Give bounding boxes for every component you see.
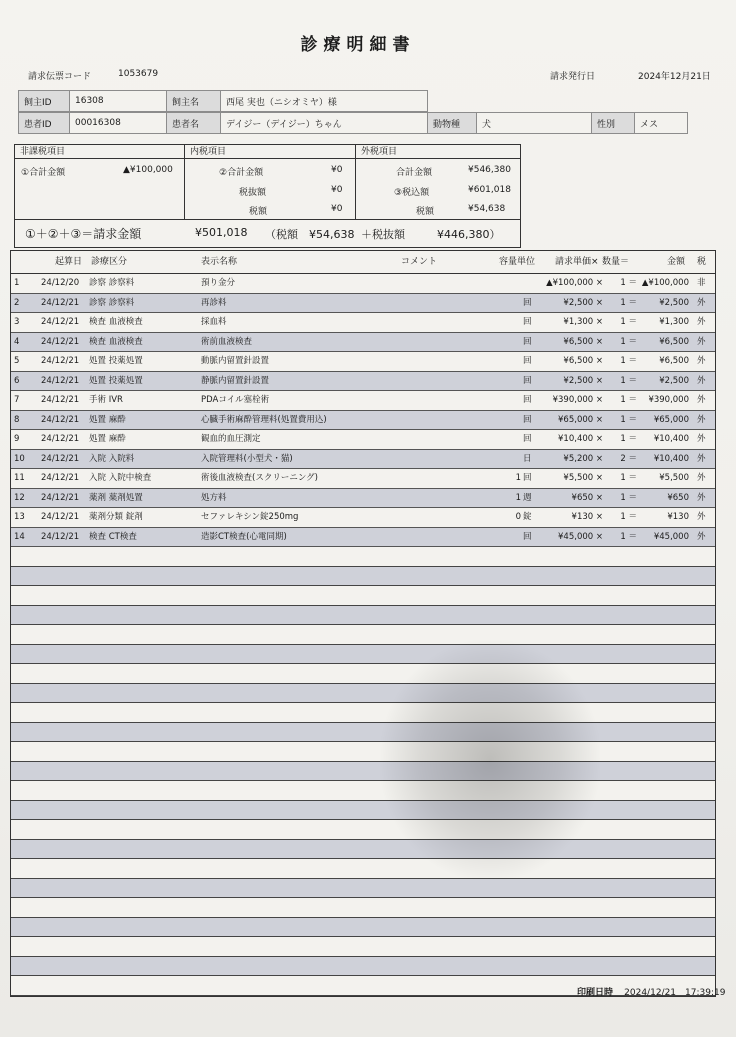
cell-unit: 錠	[523, 512, 532, 522]
print-timestamp	[577, 985, 725, 998]
cell-no: 3	[14, 317, 20, 327]
cell-qty: 1 ＝	[620, 278, 637, 288]
cell-tax: 外	[697, 434, 706, 444]
cell-unit: 日	[523, 453, 532, 464]
document-title: 診療明細書	[300, 35, 416, 55]
outtax-section	[356, 145, 520, 219]
cell-amount: ¥65,000	[653, 414, 689, 425]
outtax-total-label: 合計金額	[396, 168, 433, 178]
cell-date: 24/12/21	[41, 356, 80, 366]
cell-price: ¥130 ×	[571, 512, 603, 522]
cell-cap	[501, 372, 521, 391]
cell-qty: 1 ＝	[620, 492, 637, 503]
cell-cap	[501, 430, 521, 449]
cell-tax: 外	[697, 336, 706, 347]
cell-price: ¥10,400 ×	[558, 434, 603, 444]
cell-cat: 入院 入院中検査	[89, 473, 152, 483]
empty-row	[11, 742, 715, 762]
header-date: 起算日	[55, 257, 83, 267]
cell-cap	[501, 294, 521, 313]
cell-date: 24/12/21	[41, 336, 80, 347]
formula-label: ①＋②＋③＝請求金額	[25, 227, 142, 241]
cell-unit: 回	[523, 434, 532, 444]
outtax-head: 外税項目	[356, 145, 520, 159]
cell-name: 処方料	[201, 492, 227, 503]
cell-date: 24/12/21	[41, 414, 80, 425]
cell-price: ¥6,500 ×	[563, 356, 603, 366]
outtax-total: ¥546,380	[468, 165, 511, 175]
empty-row	[11, 820, 715, 840]
empty-row	[11, 664, 715, 684]
empty-row	[11, 957, 715, 977]
patient-info	[18, 112, 688, 134]
species: 犬	[477, 113, 592, 134]
cell-price: ¥45,000 ×	[558, 531, 603, 542]
cell-qty: 1 ＝	[620, 317, 637, 327]
outtax-tax-label: 税額	[416, 207, 435, 217]
sex: メス	[635, 113, 688, 134]
cell-date: 24/12/21	[41, 512, 80, 522]
cell-qty: 1 ＝	[620, 512, 637, 522]
empty-row	[11, 567, 715, 587]
table-row	[11, 372, 715, 392]
owner-id: 16308	[70, 91, 167, 112]
cell-qty: 1 ＝	[620, 356, 637, 366]
intax-ex-label: 税抜額	[239, 188, 267, 198]
cell-qty: 1 ＝	[620, 375, 637, 386]
outtax-inc-label: ③税込額	[394, 188, 430, 198]
cell-tax: 非	[697, 278, 706, 288]
intax-total-label: ②合計金額	[219, 168, 264, 178]
nontax-head: 非課税項目	[15, 145, 184, 159]
cell-cap: 1	[515, 492, 521, 503]
cell-tax: 外	[697, 395, 706, 405]
cell-name: 動脈内留置針設置	[201, 356, 270, 366]
formula-tax: （税額 ¥54,638	[265, 228, 355, 241]
empty-row	[11, 625, 715, 645]
cell-tax: 外	[697, 512, 706, 522]
header-unit: 容量単位	[499, 257, 536, 267]
cell-no: 7	[14, 395, 20, 405]
cell-no: 11	[14, 473, 25, 483]
cell-tax: 外	[697, 531, 706, 542]
patient-name-label: 患者名	[167, 113, 221, 134]
tax-summary	[14, 144, 521, 248]
cell-tax: 外	[697, 317, 706, 327]
cell-cat: 検査 血液検査	[89, 336, 143, 347]
species-label: 動物種	[428, 113, 477, 134]
cell-unit: 週	[523, 492, 532, 503]
cell-cat: 検査 血液検査	[89, 317, 143, 327]
cell-cap	[501, 391, 521, 410]
cell-amount: ¥10,400	[653, 434, 689, 444]
table-row	[11, 430, 715, 450]
table-row	[11, 294, 715, 314]
cell-tax: 外	[697, 356, 706, 366]
cell-date: 24/12/21	[41, 453, 80, 464]
cell-name: 観血的血圧測定	[201, 434, 261, 444]
header-qty: 数量＝	[602, 257, 630, 267]
cell-qty: 1 ＝	[620, 297, 637, 308]
cell-date: 24/12/21	[41, 531, 80, 542]
owner-name-label: 飼主名	[167, 91, 221, 112]
cell-name: セファレキシン錠250mg	[201, 512, 299, 522]
cell-date: 24/12/20	[41, 278, 80, 288]
cell-date: 24/12/21	[41, 434, 80, 444]
empty-row	[11, 937, 715, 957]
cell-amount: ▲¥100,000	[641, 278, 689, 288]
cell-no: 8	[14, 414, 20, 425]
table-header	[11, 251, 715, 274]
nontax-total: ▲¥100,000	[123, 165, 173, 175]
cell-unit: 回	[523, 531, 532, 542]
nontax-section	[15, 145, 185, 219]
cell-tax: 外	[697, 375, 706, 386]
nontax-total-label: ①合計金額	[21, 168, 66, 178]
cell-no: 6	[14, 375, 20, 386]
table-row	[11, 450, 715, 470]
formula-ex-label: ＋税抜額	[361, 228, 405, 241]
intax-head: 内税項目	[185, 145, 355, 159]
cell-qty: 1 ＝	[620, 531, 637, 542]
table-row	[11, 391, 715, 411]
cell-cat: 処置 麻酔	[89, 434, 126, 444]
cell-name: 術前血液検査	[201, 336, 253, 347]
issue-date-label: 請求発行日	[550, 72, 596, 82]
cell-no: 12	[14, 492, 25, 503]
cell-amount: ¥5,500	[659, 473, 689, 483]
cell-no: 13	[14, 512, 25, 522]
cell-amount: ¥2,500	[659, 375, 689, 386]
printed-label: 印刷日時	[577, 988, 614, 998]
cell-amount: ¥650	[667, 492, 689, 503]
cell-tax: 外	[697, 297, 706, 308]
outtax-inc: ¥601,018	[468, 185, 511, 195]
table-body	[11, 274, 715, 996]
printed-value: 2024/12/21 17:39:19	[624, 988, 726, 998]
table-row	[11, 528, 715, 548]
cell-date: 24/12/21	[41, 375, 80, 386]
cell-qty: 2 ＝	[620, 453, 637, 464]
cell-price: ¥2,500 ×	[563, 297, 603, 308]
sex-label: 性別	[592, 113, 635, 134]
cell-tax: 外	[697, 492, 706, 503]
cell-qty: 1 ＝	[620, 395, 637, 405]
empty-row	[11, 645, 715, 665]
cell-cat: 手術 IVR	[89, 395, 123, 405]
cell-cap	[501, 450, 521, 469]
cell-cap	[501, 313, 521, 332]
cell-amount: ¥6,500	[659, 356, 689, 366]
patient-id: 00016308	[70, 113, 167, 134]
cell-cat: 薬剤分類 錠剤	[89, 512, 143, 522]
cell-cat: 処置 投薬処置	[89, 356, 143, 366]
cell-unit: 回	[523, 375, 532, 386]
formula-ex: ¥446,380）	[437, 228, 501, 241]
cell-price: ¥2,500 ×	[563, 375, 603, 386]
owner-info	[18, 90, 428, 112]
table-row	[11, 411, 715, 431]
cell-cat: 入院 入院料	[89, 453, 135, 464]
table-row	[11, 469, 715, 489]
cell-cap: 1	[515, 473, 521, 483]
cell-cat: 処置 麻酔	[89, 414, 126, 425]
empty-row	[11, 586, 715, 606]
empty-row	[11, 801, 715, 821]
intax-section	[185, 145, 356, 219]
cell-price: ¥65,000 ×	[558, 414, 603, 425]
cell-tax: 外	[697, 473, 706, 483]
intax-tax-label: 税額	[249, 207, 268, 217]
cell-cat: 検査 CT検査	[89, 531, 137, 542]
detail-table	[10, 250, 716, 997]
cell-unit: 回	[523, 414, 532, 425]
owner-name: 西尾 実也（ニシオミヤ）様	[221, 91, 428, 112]
cell-price: ¥6,500 ×	[563, 336, 603, 347]
empty-row	[11, 684, 715, 704]
cell-no: 1	[14, 278, 20, 288]
cell-cap	[501, 528, 521, 547]
patient-name: デイジー（デイジー）ちゃん	[221, 113, 428, 134]
table-row	[11, 333, 715, 353]
issue-date: 2024年12月21日	[638, 72, 711, 82]
cell-name: 預り金分	[201, 278, 236, 288]
cell-date: 24/12/21	[41, 317, 80, 327]
cell-amount: ¥1,300	[659, 317, 689, 327]
header-tax: 税	[697, 257, 707, 267]
intax-ex: ¥0	[331, 185, 343, 195]
cell-price: ¥650 ×	[571, 492, 603, 503]
table-row	[11, 352, 715, 372]
empty-row	[11, 723, 715, 743]
header-amount: 金額	[667, 257, 686, 267]
empty-row	[11, 840, 715, 860]
table-row	[11, 313, 715, 333]
cell-price: ¥5,500 ×	[563, 473, 603, 483]
cell-name: PDAコイル塞栓術	[201, 395, 270, 405]
cell-unit: 回	[523, 395, 532, 405]
cell-unit: 回	[523, 297, 532, 308]
cell-amount: ¥130	[667, 512, 689, 522]
cell-amount: ¥10,400	[653, 453, 689, 464]
cell-cat: 薬剤 薬剤処置	[89, 492, 143, 503]
cell-name: 採血料	[201, 317, 227, 327]
formula-total: ¥501,018	[195, 226, 248, 239]
empty-row	[11, 547, 715, 567]
cell-unit: 回	[523, 336, 532, 347]
cell-unit: 回	[523, 356, 532, 366]
empty-row	[11, 898, 715, 918]
header-name: 表示名称	[201, 257, 238, 267]
cell-unit: 回	[523, 473, 532, 483]
outtax-tax: ¥54,638	[468, 204, 506, 214]
header-comment: コメント	[401, 257, 438, 267]
cell-name: 入院管理料(小型犬・猫)	[201, 453, 293, 464]
cell-cap: 0	[515, 512, 521, 522]
table-row	[11, 508, 715, 528]
cell-tax: 外	[697, 414, 706, 425]
cell-cap	[501, 274, 521, 293]
cell-qty: 1 ＝	[620, 434, 637, 444]
cell-amount: ¥6,500	[659, 336, 689, 347]
intax-tax: ¥0	[331, 204, 343, 214]
owner-id-label: 飼主ID	[19, 91, 70, 112]
cell-date: 24/12/21	[41, 492, 80, 503]
cell-price: ▲¥100,000 ×	[546, 278, 603, 288]
cell-price: ¥390,000 ×	[552, 395, 603, 405]
cell-no: 4	[14, 336, 20, 347]
cell-no: 14	[14, 531, 25, 542]
header-price: 請求単価×	[555, 257, 599, 267]
cell-cap	[501, 333, 521, 352]
cell-date: 24/12/21	[41, 473, 80, 483]
cell-qty: 1 ＝	[620, 414, 637, 425]
invoice-code: 1053679	[118, 69, 159, 79]
cell-cat: 診察 診察料	[89, 278, 135, 288]
cell-name: 静脈内留置針設置	[201, 375, 270, 386]
cell-name: 術後血液検査(スクリーニング)	[201, 473, 318, 483]
table-row	[11, 489, 715, 509]
cell-cap	[501, 352, 521, 371]
cell-no: 9	[14, 434, 20, 444]
cell-name: 再診料	[201, 297, 227, 308]
header-category: 診療区分	[91, 257, 128, 267]
billing-formula	[15, 219, 520, 247]
cell-cat: 診察 診察料	[89, 297, 135, 308]
cell-qty: 1 ＝	[620, 473, 637, 483]
empty-row	[11, 606, 715, 626]
cell-price: ¥1,300 ×	[563, 317, 603, 327]
cell-tax: 外	[697, 453, 706, 464]
table-row	[11, 274, 715, 294]
cell-qty: 1 ＝	[620, 336, 637, 347]
empty-row	[11, 762, 715, 782]
empty-row	[11, 781, 715, 801]
empty-row	[11, 703, 715, 723]
invoice-code-label: 請求伝票コード	[28, 72, 92, 82]
cell-cat: 処置 投薬処置	[89, 375, 143, 386]
cell-unit: 回	[523, 317, 532, 327]
cell-price: ¥5,200 ×	[563, 453, 603, 464]
cell-amount: ¥2,500	[659, 297, 689, 308]
cell-amount: ¥390,000	[648, 395, 689, 405]
cell-cap	[501, 411, 521, 430]
cell-amount: ¥45,000	[653, 531, 689, 542]
cell-no: 2	[14, 297, 20, 308]
cell-no: 10	[14, 453, 25, 464]
cell-date: 24/12/21	[41, 297, 80, 308]
cell-name: 心臓手術麻酔管理料(処置費用込)	[201, 414, 327, 425]
cell-date: 24/12/21	[41, 395, 80, 405]
intax-total: ¥0	[331, 165, 343, 175]
cell-no: 5	[14, 356, 20, 366]
empty-row	[11, 859, 715, 879]
empty-row	[11, 918, 715, 938]
cell-name: 造影CT検査(心電同期)	[201, 531, 287, 542]
patient-id-label: 患者ID	[19, 113, 70, 134]
empty-row	[11, 879, 715, 899]
